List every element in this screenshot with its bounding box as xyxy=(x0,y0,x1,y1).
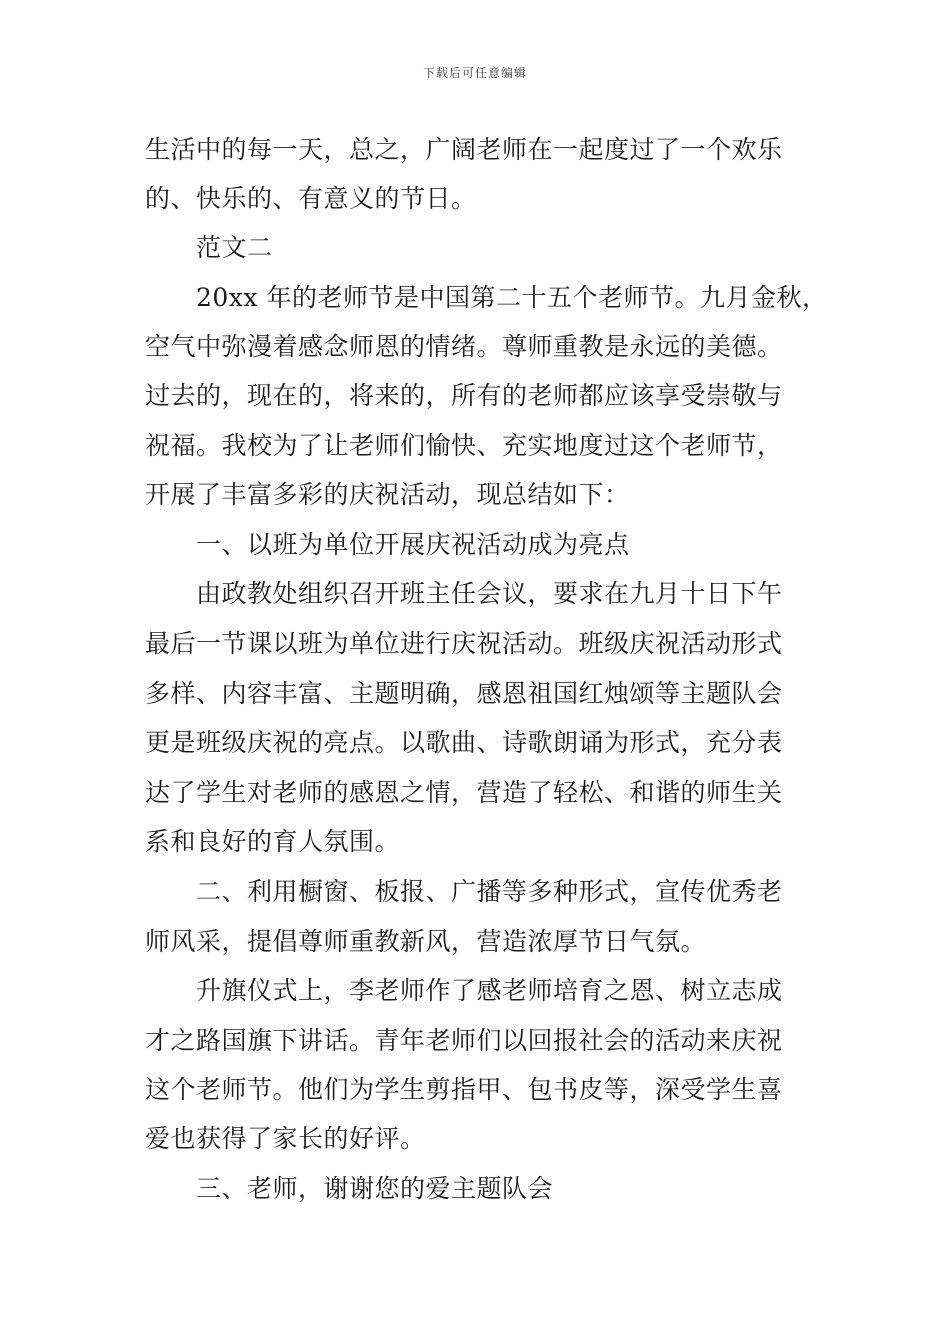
text-line: 祝福。我校为了让老师们愉快、充实地度过这个老师节， xyxy=(145,431,783,460)
text-line: 开展了丰富多彩的庆祝活动，现总结如下： xyxy=(145,480,630,509)
text-line: 升旗仪式上，李老师作了感老师培育之恩、树立志成 xyxy=(196,976,783,1005)
text-line: 过去的，现在的，将来的，所有的老师都应该享受崇敬与 xyxy=(145,381,783,410)
text-line: 20xx 年的老师节是中国第二十五个老师节。九月金秋， xyxy=(196,283,828,312)
text-line: 的、快乐的、有意义的节日。 xyxy=(145,184,477,213)
section-heading: 一、以班为单位开展庆祝活动成为亮点 xyxy=(196,530,630,559)
text-line: 才之路国旗下讲话。青年老师们以回报社会的活动来庆祝 xyxy=(145,1026,783,1055)
text-line: 生活中的每一天，总之，广阔老师在一起度过了一个欢乐 xyxy=(145,135,783,164)
text-line: 这个老师节。他们为学生剪指甲、包书皮等，深受学生喜 xyxy=(145,1075,783,1104)
text-line: 更是班级庆祝的亮点。以歌曲、诗歌朗诵为形式，充分表 xyxy=(145,728,783,757)
text-line: 师风采，提倡尊师重教新风，营造浓厚节日气氛。 xyxy=(145,927,707,956)
text-line: 由政教处组织召开班主任会议，要求在九月十日下午 xyxy=(196,579,783,608)
text-line: 系和良好的育人氛围。 xyxy=(145,827,401,856)
text-line: 多样、内容丰富、主题明确，感恩祖国红烛颂等主题队会 xyxy=(145,679,783,708)
section-heading: 范文二 xyxy=(196,233,273,262)
section-heading: 二、利用橱窗、板报、广播等多种形式，宣传优秀老 xyxy=(196,877,783,906)
text-line: 爱也获得了家长的好评。 xyxy=(145,1124,426,1153)
text-line: 最后一节课以班为单位进行庆祝活动。班级庆祝活动形式 xyxy=(145,629,783,658)
page-header: 下载后可任意编辑 xyxy=(422,66,527,80)
text-line: 达了学生对老师的感恩之情，营造了轻松、和谐的师生关 xyxy=(145,778,783,807)
text-line: 空气中弥漫着感念师恩的情绪。尊师重教是永远的美德。 xyxy=(145,332,783,361)
section-heading: 三、老师，谢谢您的爱主题队会 xyxy=(196,1174,554,1203)
